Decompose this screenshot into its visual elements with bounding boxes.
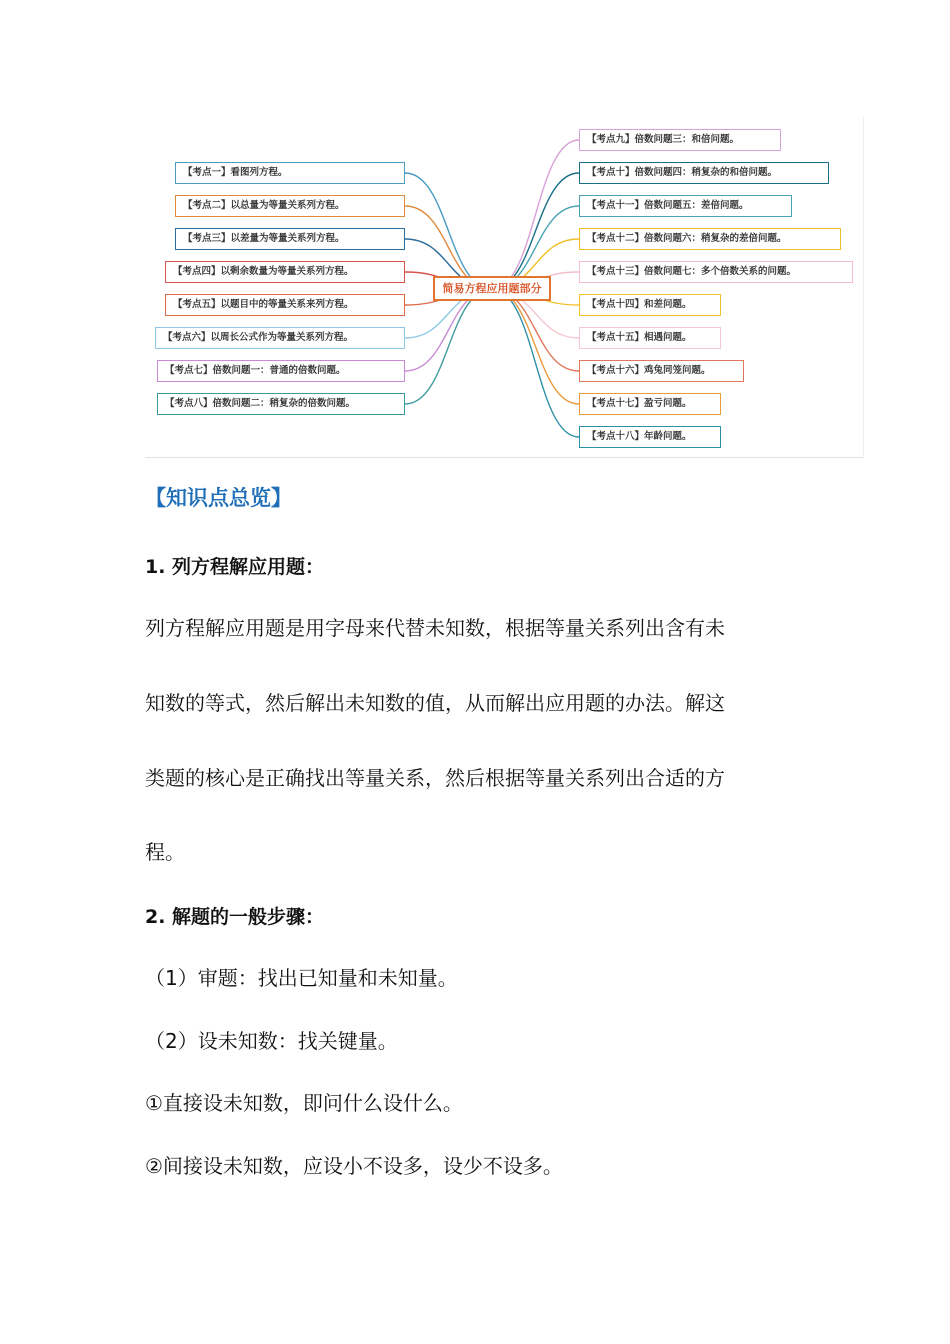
connector-right-1: [492, 140, 579, 289]
mind-map-node-right-8: 【考点十六】鸡兔同笼问题。: [579, 360, 744, 382]
connector-right-8: [492, 289, 579, 371]
step-2-option-b: ②间接设未知数，应设小不设多，设少不设多。: [145, 1154, 563, 1178]
mind-map-node-right-5: 【考点十三】倍数问题七：多个倍数关系的问题。: [579, 261, 853, 283]
connector-left-1: [405, 173, 492, 289]
section-1-line-1: 列方程解应用题是用字母来代替未知数，根据等量关系列出含有未: [145, 616, 725, 640]
mind-map-node-left-3: 【考点三】以差量为等量关系列方程。: [175, 228, 405, 250]
mind-map-node-left-4: 【考点四】以剩余数量为等量关系列方程。: [165, 261, 405, 283]
connector-left-7: [405, 289, 492, 371]
mind-map-node-right-7: 【考点十五】相遇问题。: [579, 327, 721, 349]
mind-map-node-left-7: 【考点七】倍数问题一：普通的倍数问题。: [157, 360, 405, 382]
connector-right-2: [492, 173, 579, 289]
mind-map-node-left-5: 【考点五】以题目中的等量关系来列方程。: [165, 294, 405, 316]
section-1-heading: 1. 列方程解应用题：: [145, 556, 325, 578]
mind-map-node-right-6: 【考点十四】和差问题。: [579, 294, 721, 316]
step-1: （1）审题：找出已知量和未知量。: [145, 966, 458, 990]
mind-map-node-right-1: 【考点九】倍数问题三：和倍问题。: [579, 129, 781, 151]
section-1-line-4: 程。: [145, 840, 185, 864]
mind-map-node-left-6: 【考点六】以周长公式作为等量关系列方程。: [155, 327, 405, 349]
step-2-option-a: ①直接设未知数，即问什么设什么。: [145, 1091, 463, 1115]
mind-map-node-left-2: 【考点二】以总量为等量关系列方程。: [175, 195, 405, 217]
mind-map-node-right-4: 【考点十二】倍数问题六：稍复杂的差倍问题。: [579, 228, 841, 250]
mind-map-node-left-8: 【考点八】倍数问题二：稍复杂的倍数问题。: [157, 393, 405, 415]
section-1-line-3: 类题的核心是正确找出等量关系，然后根据等量关系列出合适的方: [145, 766, 725, 790]
mind-map-center-node: 简易方程应用题部分: [433, 276, 551, 301]
mind-map: [145, 117, 864, 458]
section-2-heading: 2. 解题的一般步骤：: [145, 906, 325, 928]
connector-right-10: [492, 289, 579, 437]
mind-map-node-right-10: 【考点十八】年龄问题。: [579, 426, 721, 448]
step-2: （2）设未知数：找关键量。: [145, 1029, 398, 1053]
section-1-line-2: 知数的等式，然后解出未知数的值，从而解出应用题的办法。解这: [145, 691, 725, 715]
mind-map-node-right-2: 【考点十】倍数问题四：稍复杂的和倍问题。: [579, 162, 829, 184]
mind-map-node-right-3: 【考点十一】倍数问题五：差倍问题。: [579, 195, 792, 217]
mind-map-node-left-1: 【考点一】看图列方程。: [175, 162, 405, 184]
connector-right-9: [492, 289, 579, 404]
connector-left-8: [405, 289, 492, 404]
overview-heading: 【知识点总览】: [145, 486, 292, 510]
mind-map-node-right-9: 【考点十七】盈亏问题。: [579, 393, 721, 415]
